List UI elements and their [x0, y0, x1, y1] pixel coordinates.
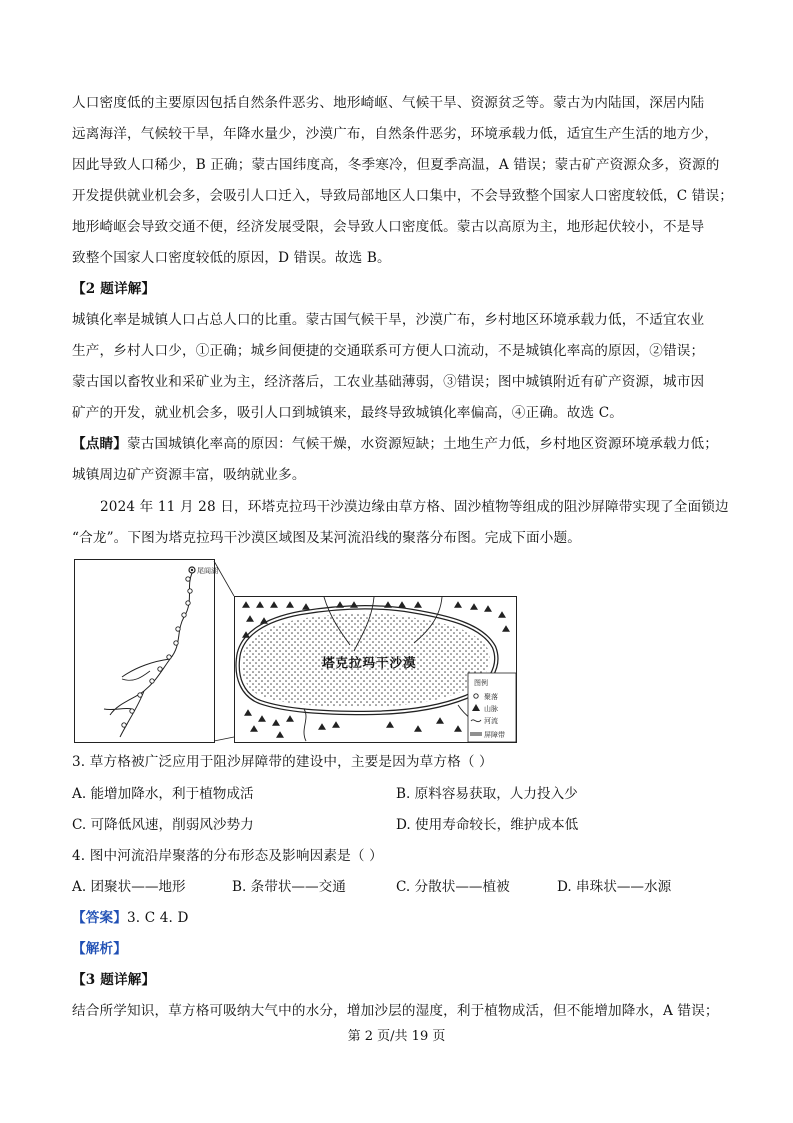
connector-line-bottom	[214, 737, 234, 741]
q3-option-a[interactable]: A. 能增加降水，利于植物成活	[72, 786, 254, 802]
dianjing-text: 蒙古国城镇化率高的原因：气候干燥，水资源短缺；土地生产力低，乡村地区资源环境承载力低；	[126, 436, 718, 452]
dianjing-line-2: 城镇周边矿产资源丰富，吸纳就业多。	[72, 467, 306, 483]
q4-option-a[interactable]: A. 团聚状——地形	[72, 879, 186, 895]
heading-q2: 【2 题详解】	[72, 281, 156, 297]
legend-barrier: 屏障带	[484, 731, 505, 739]
q4-stem: 4. 图中河流沿岸聚落的分布形态及影响因素是（ ）	[72, 848, 383, 864]
answer-label: 【答案】	[72, 910, 127, 926]
desert-label: 塔克拉玛干沙漠	[322, 655, 417, 670]
legend-title: 图例	[474, 679, 488, 687]
intro-line-2: “合龙”。下图为塔克拉玛干沙漠区域图及某河流沿线的聚落分布图。完成下面小题。	[72, 530, 581, 546]
para2-line-2: 生产，乡村人口少，①正确；城乡间便捷的交通联系可方便人口流动，不是城镇化率高的原因，②错误；	[72, 343, 705, 359]
q4-option-d[interactable]: D. 串珠状——水源	[557, 879, 672, 895]
map-figure	[74, 559, 517, 743]
answer-text: 3. C 4. D	[126, 910, 189, 926]
map-legend	[468, 673, 516, 742]
q3-detail-line: 结合所学知识，草方格可吸纳大气中的水分，增加沙层的湿度，利于植物成活，但不能增加降水，A 错误；	[72, 1003, 719, 1019]
answer-line	[72, 908, 189, 928]
para1-line-3: 因此导致人口稀少，B 正确；蒙古国纬度高，冬季寒冷，但夏季高温，A 错误；蒙古矿产资源众多，资源的	[72, 157, 720, 173]
para1-line-5: 地形崎岖会导致交通不便，经济发展受限，会导致人口密度低。蒙古以高原为主，地形起伏较小，不是导	[72, 219, 705, 235]
q4-option-b[interactable]: B. 条带状——交通	[232, 879, 346, 895]
inset-frame	[75, 560, 215, 743]
legend-settlement: 聚落	[484, 693, 498, 701]
para2-line-4: 矿产的开发，就业机会多，吸引人口到城镇来，最终导致城镇化率偏高，④正确。故选 C。	[72, 405, 624, 421]
dianjing-label: 【点睛】	[72, 436, 127, 452]
intro-line-1: 2024 年 11 月 28 日，环塔克拉玛干沙漠边缘由草方格、固沙植物等组成的阻沙屏障带实现了全面锁边	[100, 499, 729, 515]
map-svg	[74, 559, 517, 743]
q4-option-c[interactable]: C. 分散状——植被	[396, 879, 510, 895]
inset-label: 尾闾湖	[197, 567, 218, 575]
heading-q3: 【3 题详解】	[72, 972, 156, 988]
para1-line-1: 人口密度低的主要原因包括自然条件恶劣、地形崎岖、气候干旱、资源贫乏等。蒙古为内陆国，深居内陆	[72, 95, 705, 111]
para1-line-2: 远离海洋，气候较干旱，年降水量少，沙漠广布，自然条件恶劣，环境承载力低，适宜生产生活的地方少，	[72, 126, 718, 142]
dianjing-line-1	[72, 434, 718, 454]
para1-line-4: 开发提供就业机会多，会吸引人口迁入，导致局部地区人口集中，不会导致整个国家人口密度较低，C 错误；	[72, 188, 733, 204]
para1-line-6: 致整个国家人口密度较低的原因，D 错误。故选 B。	[72, 250, 391, 266]
page-footer: 第 2 页/共 19 页	[347, 1029, 446, 1044]
jiexi-label: 【解析】	[72, 941, 127, 957]
q3-stem: 3. 草方格被广泛应用于阻沙屏障带的建设中，主要是因为草方格（ ）	[72, 754, 493, 770]
q3-option-b[interactable]: B. 原料容易获取，人力投入少	[396, 786, 578, 802]
para2-line-1: 城镇化率是城镇人口占总人口的比重。蒙古国气候干旱，沙漠广布，乡村地区环境承载力低，不适宜农业	[72, 312, 705, 328]
legend-settlement-icon	[474, 694, 478, 698]
q3-option-c[interactable]: C. 可降低风速，削弱风沙势力	[72, 817, 254, 833]
legend-river: 河流	[484, 717, 498, 725]
q3-option-d[interactable]: D. 使用寿命较长，维护成本低	[396, 817, 579, 833]
para2-line-3: 蒙古国以畜牧业和采矿业为主，经济落后，工农业基础薄弱，③错误；图中城镇附近有矿产资源，城市因	[72, 374, 705, 390]
legend-mountain: 山脉	[484, 705, 498, 713]
